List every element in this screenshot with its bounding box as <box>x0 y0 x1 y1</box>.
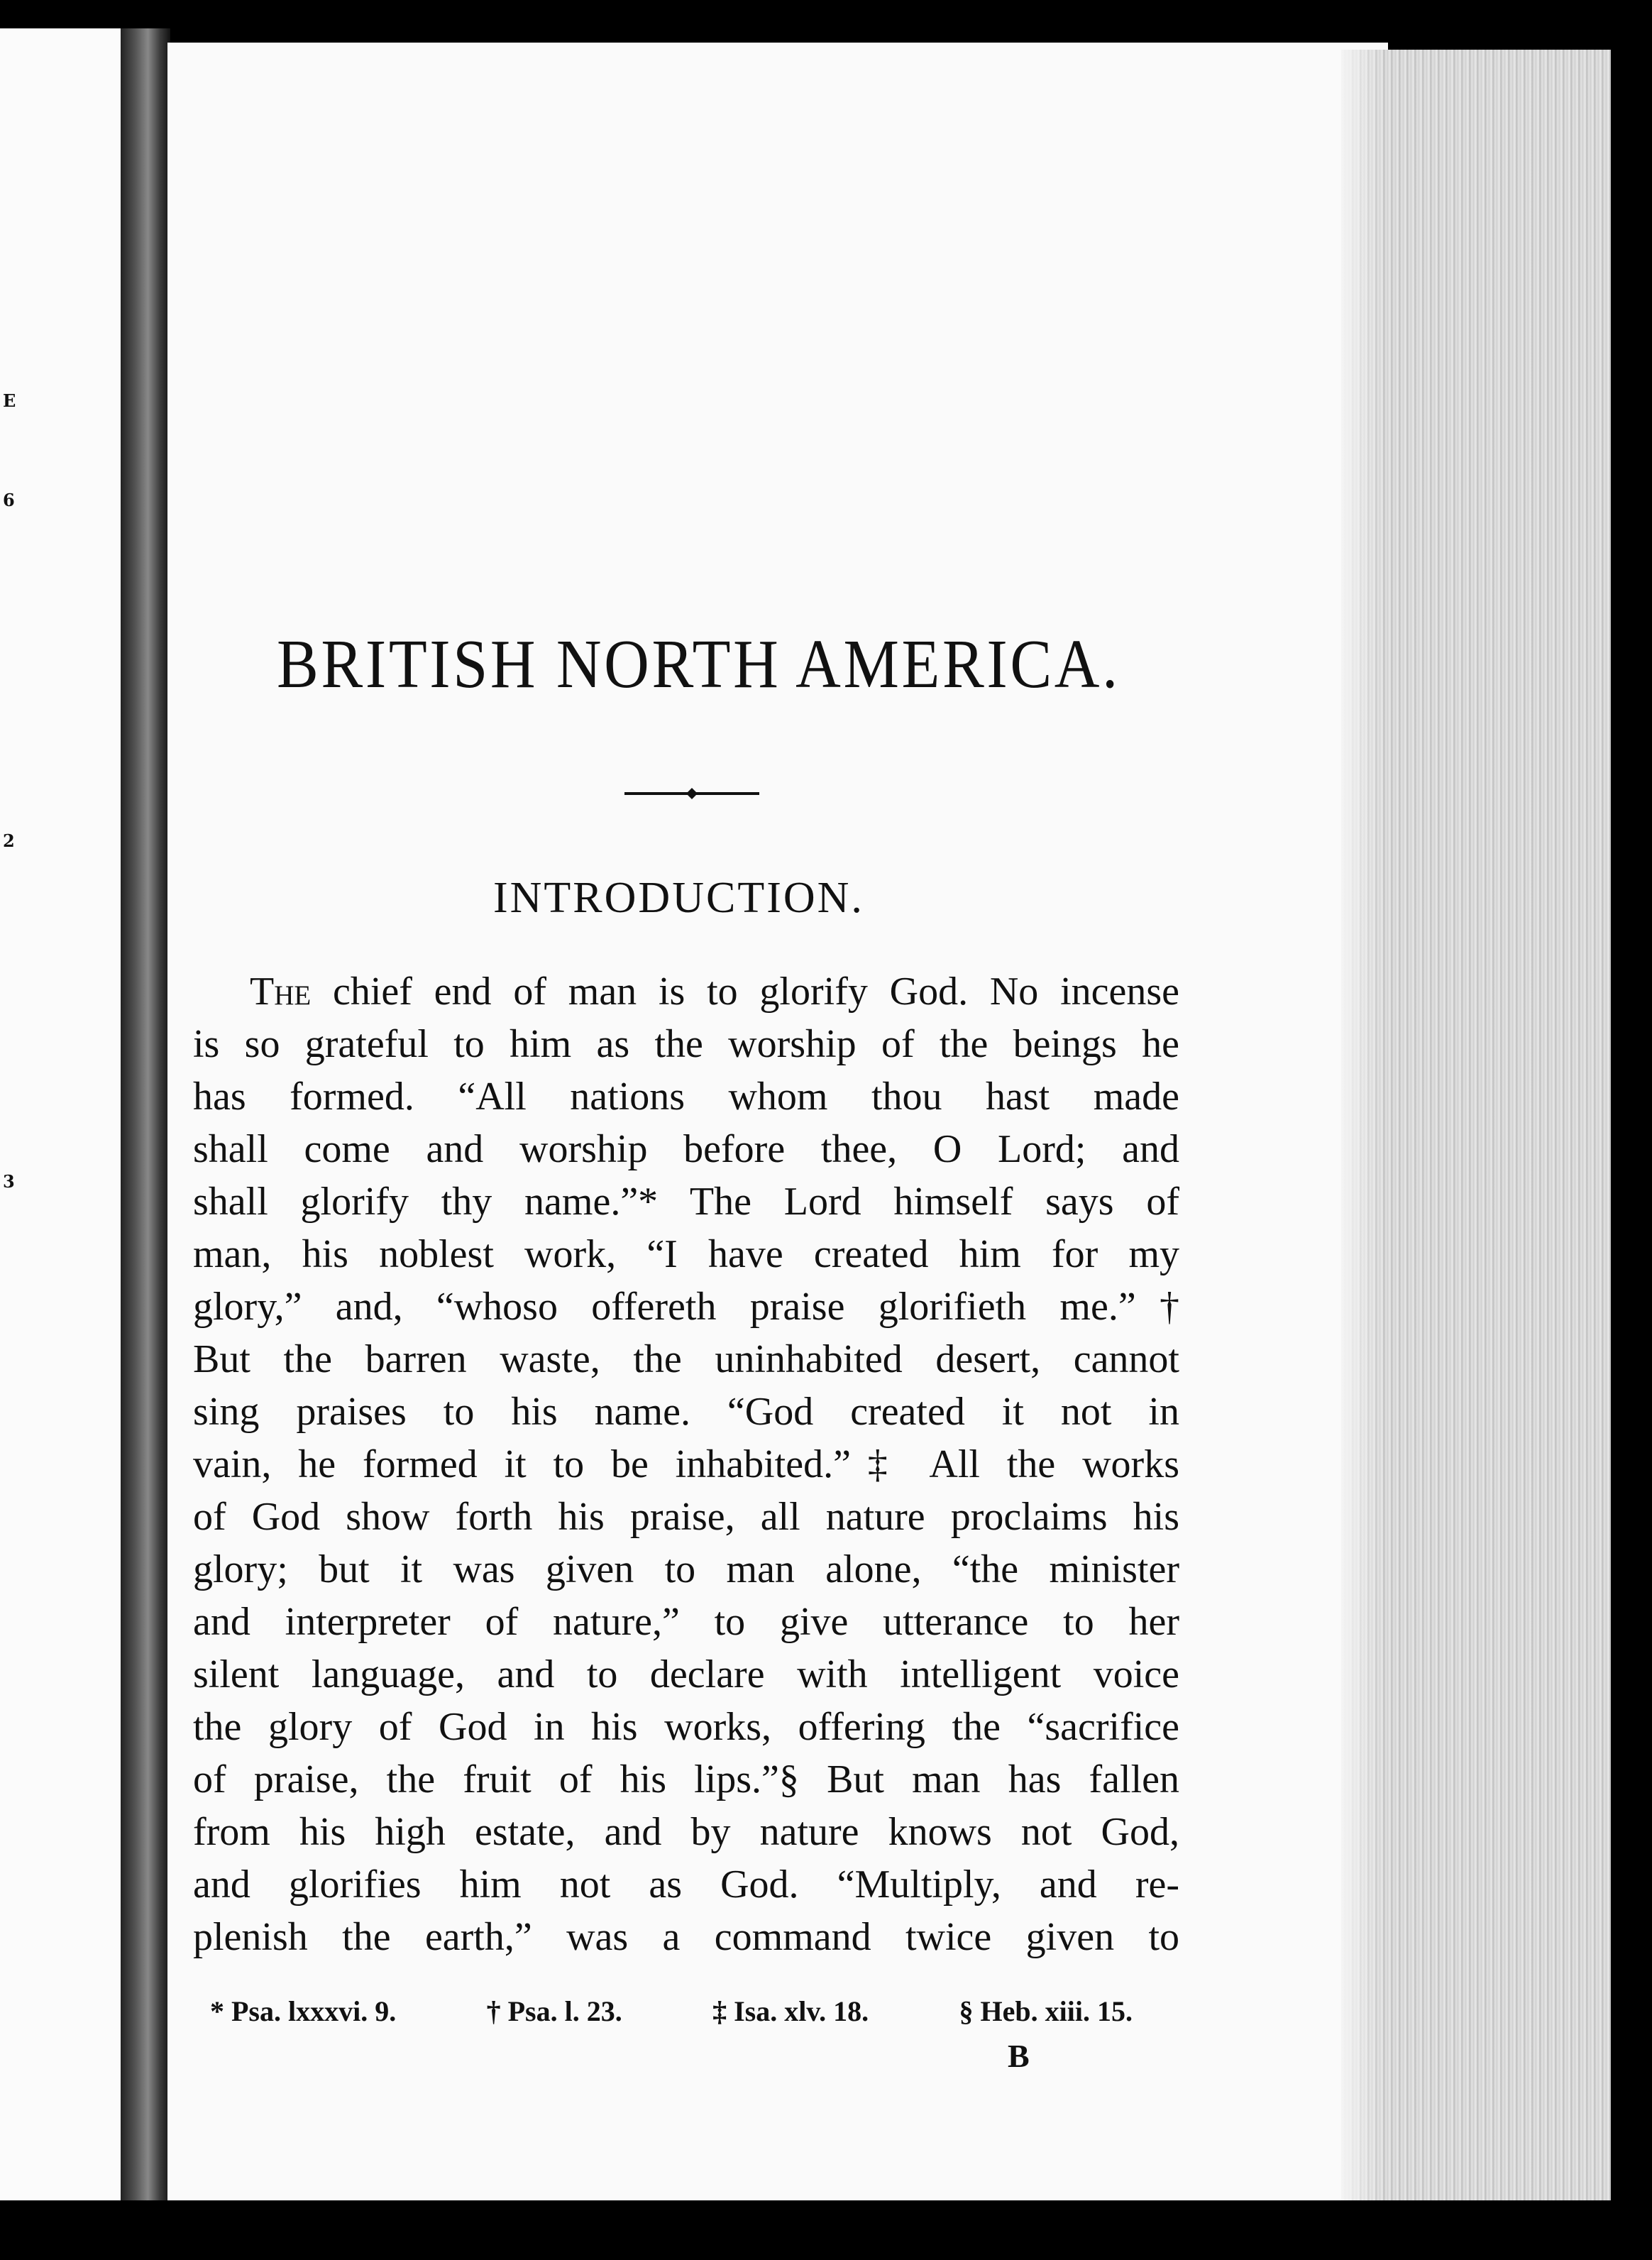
facing-page-char: E <box>3 390 16 411</box>
facing-page-char: 3 <box>3 1171 15 1192</box>
page-title: BRITISH NORTH AMERICA. <box>277 626 1120 703</box>
footnote: § Heb. xiii. 15. <box>959 1995 1133 2027</box>
page-edge-shadow <box>1341 50 1384 2200</box>
text-line: is so grateful to him as the worship of the beings he <box>193 1022 1179 1066</box>
text-line: of God show forth his praise, all nature proclaims his <box>193 1495 1179 1539</box>
text-line: shall glorify thy name.”* The Lord himself says of <box>193 1180 1179 1224</box>
text-line: and glorifies him not as God. “Multiply, and re- <box>193 1863 1179 1907</box>
facing-page-char: 6 <box>3 490 15 510</box>
text-line: vain, he formed it to be inhabited.”‡ All the works <box>193 1442 1179 1486</box>
signature-mark: B <box>1008 2038 1030 2074</box>
footnote: * Psa. lxxxvi. 9. <box>210 1995 397 2027</box>
text-line: man, his noblest work, “I have created him for my <box>193 1232 1179 1276</box>
text-line: of praise, the fruit of his lips.”§ But man has fallen <box>193 1757 1179 1801</box>
footnote: † Psa. l. 23. <box>486 1995 622 2027</box>
text-line: plenish the earth,” was a command twice given to <box>193 1915 1179 1959</box>
footnotes <box>210 1995 1133 2028</box>
text-line: silent language, and to declare with intelligent voice <box>193 1652 1179 1696</box>
book-gutter <box>121 28 170 2200</box>
section-heading: INTRODUCTION. <box>493 874 864 922</box>
facing-page-edge <box>0 28 121 2200</box>
text-line: from his high estate, and by nature knows not God, <box>193 1810 1179 1854</box>
text-line: and interpreter of nature,” to give utterance to her <box>193 1600 1179 1644</box>
body-paragraph <box>193 965 1179 1963</box>
facing-page-char: 2 <box>3 830 15 851</box>
text-line: But the barren waste, the uninhabited desert, cannot <box>193 1337 1179 1381</box>
drop-word: The <box>250 970 312 1014</box>
text-line: glory,” and, “whoso offereth praise glorifieth me.”† <box>193 1285 1179 1329</box>
footnote: ‡ Isa. xlv. 18. <box>712 1995 869 2027</box>
text-line: The chief end of man is to glorify God. No incense <box>250 970 1179 1014</box>
text-line: the glory of God in his works, offering the “sacrifice <box>193 1705 1179 1749</box>
text-line: shall come and worship before thee, O Lord; and <box>193 1127 1179 1171</box>
text-line: glory; but it was given to man alone, “the minister <box>193 1547 1179 1591</box>
text-line: sing praises to his name. “God created it not in <box>193 1390 1179 1434</box>
title-rule-ornament <box>624 786 759 801</box>
text-line: has formed. “All nations whom thou hast made <box>193 1075 1179 1119</box>
